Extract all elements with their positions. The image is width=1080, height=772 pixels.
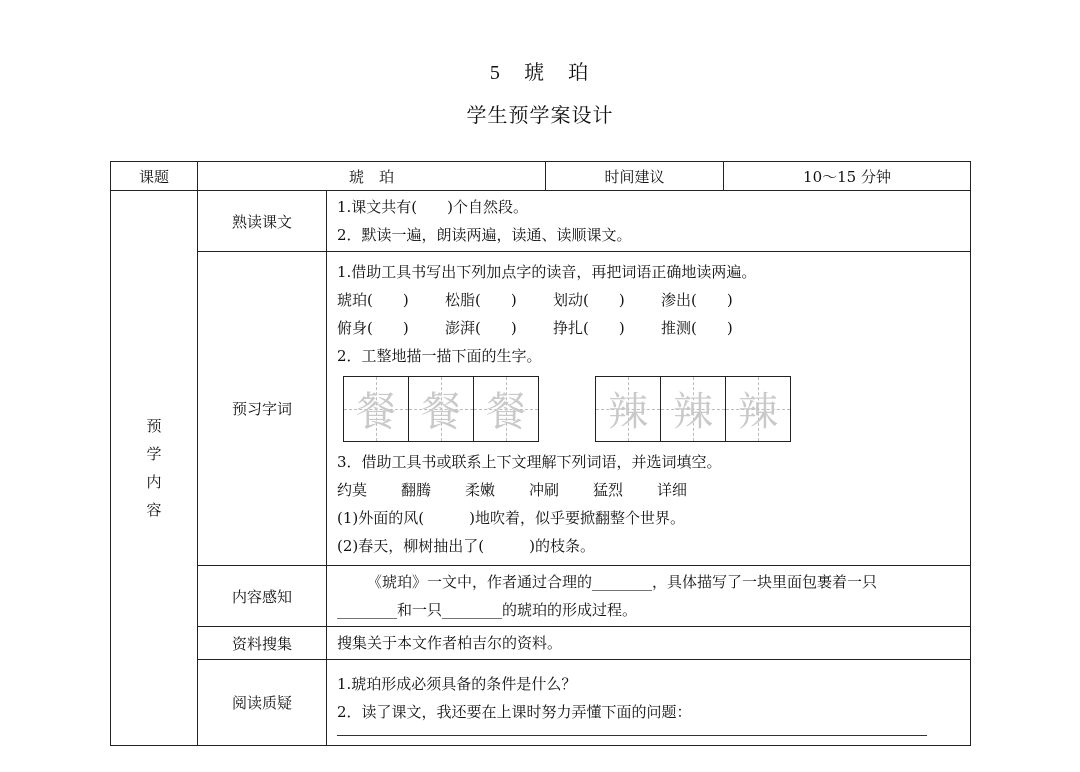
- read-line-1: 1.课文共有( )个自然段。: [337, 198, 529, 216]
- words-q2: 2．工整地描一描下面的生字。: [337, 346, 542, 365]
- vocab-word: 详细: [657, 480, 688, 499]
- page-subtitle: 学生预学案设计: [466, 103, 614, 127]
- pinyin-row-1: [337, 286, 960, 314]
- lesson-title-char-2: 珀: [568, 60, 591, 84]
- words-q3: 3．借助工具书或联系上下文理解下列词语，并选词填空。: [337, 452, 722, 471]
- question-line-2: 2．读了课文，我还要在上课时努力弄懂下面的问题：: [337, 702, 692, 721]
- perceive-row: [111, 566, 971, 627]
- time-value: 10～15 分钟: [724, 162, 971, 191]
- perceive-line-2: ________和一只________的琥珀的形成过程。: [337, 601, 638, 619]
- pinyin-item: 推测( ): [661, 318, 733, 337]
- perceive-content: [327, 566, 971, 627]
- pinyin-item: 俯身( ): [337, 318, 409, 337]
- pinyin-item: 松脂( ): [445, 290, 517, 309]
- vocab-list: [337, 476, 960, 504]
- pinyin-item: 澎湃( ): [445, 318, 517, 337]
- lesson-title: [0, 56, 1080, 85]
- perceive-label: 内容感知: [198, 566, 327, 627]
- pinyin-item: 挣扎( ): [553, 318, 625, 337]
- pinyin-item: 渗出( ): [661, 290, 733, 309]
- collect-line: 搜集关于本文作者柏吉尔的资料。: [337, 634, 563, 652]
- tracing-cell: 餐: [474, 377, 538, 441]
- words-label: 预习字词: [198, 252, 327, 566]
- collect-content: [327, 627, 971, 660]
- tracing-cell: 餐: [344, 377, 409, 441]
- tracing-cell: 辣: [661, 377, 726, 441]
- vocab-word: 翻腾: [401, 480, 432, 499]
- lesson-title-char-1: 琥: [524, 60, 547, 84]
- tracing-cell: 辣: [596, 377, 661, 441]
- pinyin-item: 划动( ): [553, 290, 625, 309]
- vocab-word: 猛烈: [593, 480, 624, 499]
- read-content: [327, 191, 971, 252]
- read-row: [111, 191, 971, 252]
- tracing-cell: 餐: [409, 377, 474, 441]
- read-label: 熟读课文: [198, 191, 327, 252]
- topic-label: 课题: [111, 162, 198, 191]
- section-label-char: 内: [146, 473, 162, 491]
- time-label: 时间建议: [546, 162, 724, 191]
- collect-label: 资料搜集: [198, 627, 327, 660]
- tracing-grid-1: [343, 376, 539, 442]
- topic-row: [111, 162, 971, 191]
- question-line-1: 1.琥珀形成必须具备的条件是什么？: [337, 674, 577, 693]
- collect-row: [111, 627, 971, 660]
- perceive-line-1: 《琥珀》一文中，作者通过合理的________，具体描写了一块里面包裹着一只: [367, 573, 878, 591]
- words-content: [327, 252, 971, 566]
- section-label-char: 容: [146, 501, 162, 519]
- vocab-word: 冲刷: [529, 480, 560, 499]
- tracing-grid-2: [595, 376, 791, 442]
- tracing-cell: 辣: [726, 377, 790, 441]
- fill-sentence-2: (2)春天，柳树抽出了( )的枝条。: [337, 536, 595, 555]
- section-label-char: 学: [146, 445, 162, 463]
- tracing-grids: [337, 370, 960, 448]
- fill-sentence-1: (1)外面的风( )地吹着，似乎要掀翻整个世界。: [337, 508, 685, 527]
- preview-plan-table: [110, 161, 971, 746]
- question-label: 阅读质疑: [198, 660, 327, 746]
- question-content: [327, 660, 971, 746]
- pinyin-item: 琥珀( ): [337, 290, 409, 309]
- answer-blank-line: [337, 734, 927, 736]
- pinyin-row-2: [337, 314, 960, 342]
- topic-value: 琥 珀: [198, 162, 546, 191]
- words-row: [111, 252, 971, 566]
- question-row: [111, 660, 971, 746]
- read-line-2: 2．默读一遍，朗读两遍，读通、读顺课文。: [337, 226, 632, 244]
- section-label-char: 预: [146, 417, 162, 435]
- vocab-word: 约莫: [337, 480, 368, 499]
- section-label: [111, 191, 198, 746]
- lesson-number: 5: [489, 62, 502, 84]
- words-q1: 1.借助工具书写出下列加点字的读音，再把词语正确地读两遍。: [337, 262, 757, 281]
- vocab-word: 柔嫩: [465, 480, 496, 499]
